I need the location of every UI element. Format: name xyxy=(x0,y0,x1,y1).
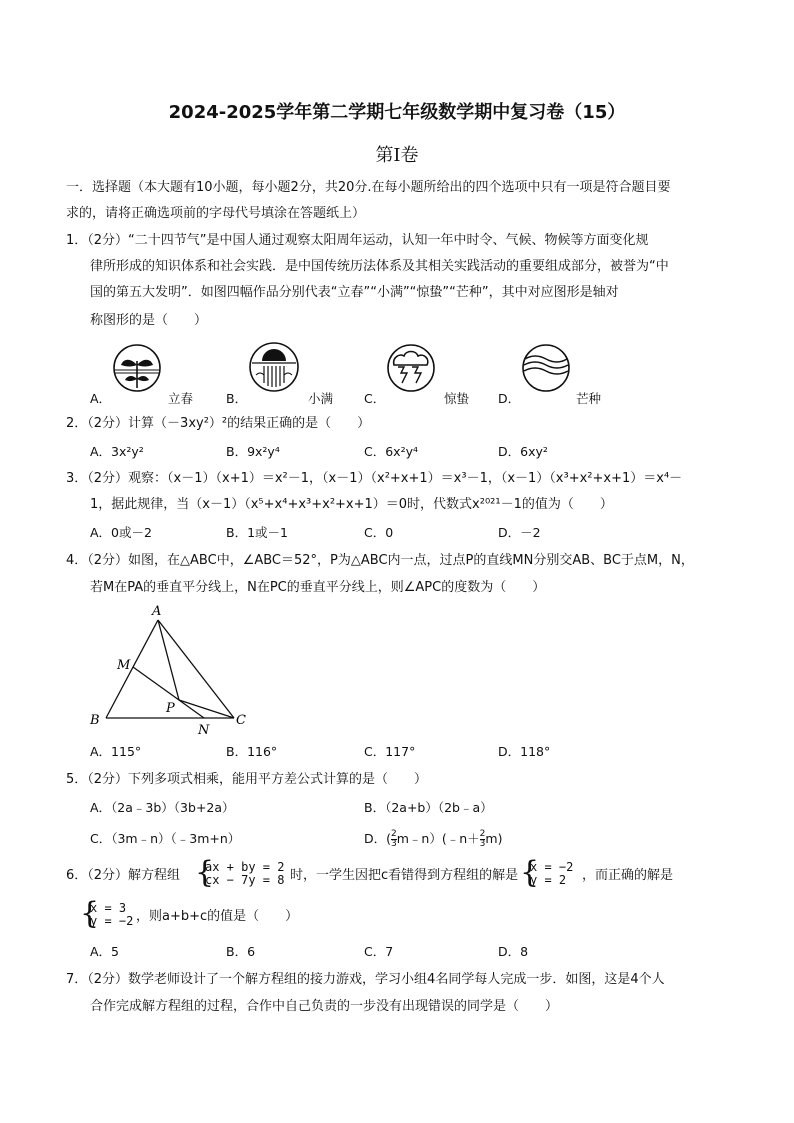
q4-stem-line1: 4．（2分）如图，在△ABC中，∠ABC＝52°，P为△ABC内一点，过点P的直线MN分别交AB、BC于点M，N， xyxy=(66,553,694,568)
q3-option-b[interactable]: B．1或－1 xyxy=(226,525,288,540)
q5-option-a[interactable]: A．（2a﹣3b）（3b+2a） xyxy=(90,800,235,815)
wrong-solution-system: x = −2 y = 2 xyxy=(530,860,574,887)
q5-option-c[interactable]: C．（3m﹣n）（﹣3m+n） xyxy=(90,831,241,846)
q1-option-c-label: 惊蛰 xyxy=(444,391,470,406)
q1-option-d[interactable]: D． xyxy=(498,391,521,406)
q2-stem: 2．（2分）计算（－3xy²）²的结果正确的是（ ） xyxy=(66,416,371,431)
system1-brace: { xyxy=(195,855,215,890)
q1-option-a-label: 立春 xyxy=(168,391,194,406)
point-p-label: P xyxy=(166,701,175,716)
grain-buds-figure xyxy=(248,341,300,393)
q7-stem-line1: 7．（2分）数学老师设计了一个解方程组的接力游戏，学习小组4名同学每人完成一步．如图，这是4个人 xyxy=(66,972,665,987)
equation-system-1: ax + by = 2 cx − 7y = 8 xyxy=(205,860,285,887)
q3-option-a[interactable]: A．0或－2 xyxy=(90,525,152,540)
q4-option-a[interactable]: A．115° xyxy=(90,744,142,759)
volume-heading: 第Ⅰ卷 xyxy=(375,145,419,166)
section-instruction-line1: 一．选择题（本大题有10小题，每小题2分，共20分.在每小题所给出的四个选项中只有一项是符合题目要 xyxy=(66,180,671,195)
spring-begins-figure xyxy=(112,343,162,393)
q5-option-b[interactable]: B．（2a+b）（2b﹣a） xyxy=(364,800,493,815)
vertex-c-label: C xyxy=(236,713,246,728)
q1-stem-line3: 国的第五大发明”．如图四幅作品分别代表“立春”“小满”“惊蛰”“芒种”，其中对应图形是轴对 xyxy=(90,285,619,300)
q4-stem-line2: 若M在PA的垂直平分线上，N在PC的垂直平分线上，则∠APC的度数为（ ） xyxy=(90,580,546,595)
system2-brace: { xyxy=(520,855,540,890)
q6-stem-post: ，而正确的解是 xyxy=(582,868,674,883)
vertex-a-label: A xyxy=(152,604,162,619)
system3-brace: { xyxy=(80,896,100,931)
vertex-b-label: B xyxy=(90,713,100,728)
q1-option-c[interactable]: C． xyxy=(364,391,386,406)
q3-option-d[interactable]: D．－2 xyxy=(498,525,541,540)
q5-option-d[interactable]: D．( $\frac{2}{3}$ m﹣n）(﹣n＋ $\frac{2}{3}$ m) xyxy=(364,829,503,849)
correct-solution-system: x = 3 y = −2 xyxy=(90,901,134,928)
triangle-abc-figure xyxy=(86,600,258,740)
q1-option-b[interactable]: B． xyxy=(226,391,248,406)
q4-option-c[interactable]: C．117° xyxy=(364,744,416,759)
q2-option-b[interactable]: B．9x²y⁴ xyxy=(226,444,280,459)
q7-stem-line2: 合作完成解方程组的过程，合作中自己负责的一步没有出现错误的同学是（ ） xyxy=(90,999,559,1014)
q4-option-d[interactable]: D．118° xyxy=(498,744,551,759)
q1-option-a[interactable]: A． xyxy=(90,391,112,406)
q4-option-b[interactable]: B．116° xyxy=(226,744,278,759)
insects-awaken-figure xyxy=(386,343,436,393)
q6-option-d[interactable]: D．8 xyxy=(498,944,529,959)
q2-option-d[interactable]: D．6xy² xyxy=(498,444,548,459)
page-title: 2024-2025学年第二学期七年级数学期中复习卷（15） xyxy=(168,102,626,123)
q1-stem-line4: 称图形的是（ ） xyxy=(90,313,208,328)
point-n-label: N xyxy=(198,723,210,738)
q6-stem-end: ，则a+b+c的值是（ ） xyxy=(136,909,299,924)
q6-stem-start: 6．（2分）解方程组 xyxy=(66,868,181,883)
q6-stem-mid: 时，一学生因把c看错得到方程组的解是 xyxy=(290,868,519,883)
grain-in-ear-figure xyxy=(521,343,571,393)
q3-stem-line1: 3．（2分）观察：（x－1）（x+1）＝x²－1，（x－1）（x²+x+1）＝x³－1，（x－1）（x³+x²+x+1）＝x⁴－ xyxy=(66,471,683,486)
q3-stem-line2: 1，据此规律，当（x－1）（x⁵+x⁴+x³+x²+x+1）＝0时，代数式x²⁰²¹－1的值为（ ） xyxy=(90,497,613,512)
q2-option-c[interactable]: C．6x²y⁴ xyxy=(364,444,418,459)
q3-option-c[interactable]: C．0 xyxy=(364,525,394,540)
q1-option-b-label: 小满 xyxy=(308,391,334,406)
q5-stem: 5．（2分）下列多项式相乘，能用平方差公式计算的是（ ） xyxy=(66,772,428,787)
section-instruction-line2: 求的，请将正确选项前的字母代号填涂在答题纸上） xyxy=(66,206,366,221)
q1-stem-line2: 律所形成的知识体系和社会实践．是中国传统历法体系及其相关实践活动的重要组成部分，被誉为“中 xyxy=(90,259,669,274)
q1-stem-line1: 1．（2分）“二十四节气”是中国人通过观察太阳周年运动，认知一年中时令、气候、物候等方面变化规 xyxy=(66,233,649,248)
q6-option-b[interactable]: B．6 xyxy=(226,944,256,959)
point-m-label: M xyxy=(117,658,131,673)
q1-option-d-label: 芒种 xyxy=(576,391,602,406)
q6-option-c[interactable]: C．7 xyxy=(364,944,394,959)
q2-option-a[interactable]: A．3x²y² xyxy=(90,444,144,459)
q6-option-a[interactable]: A．5 xyxy=(90,944,120,959)
